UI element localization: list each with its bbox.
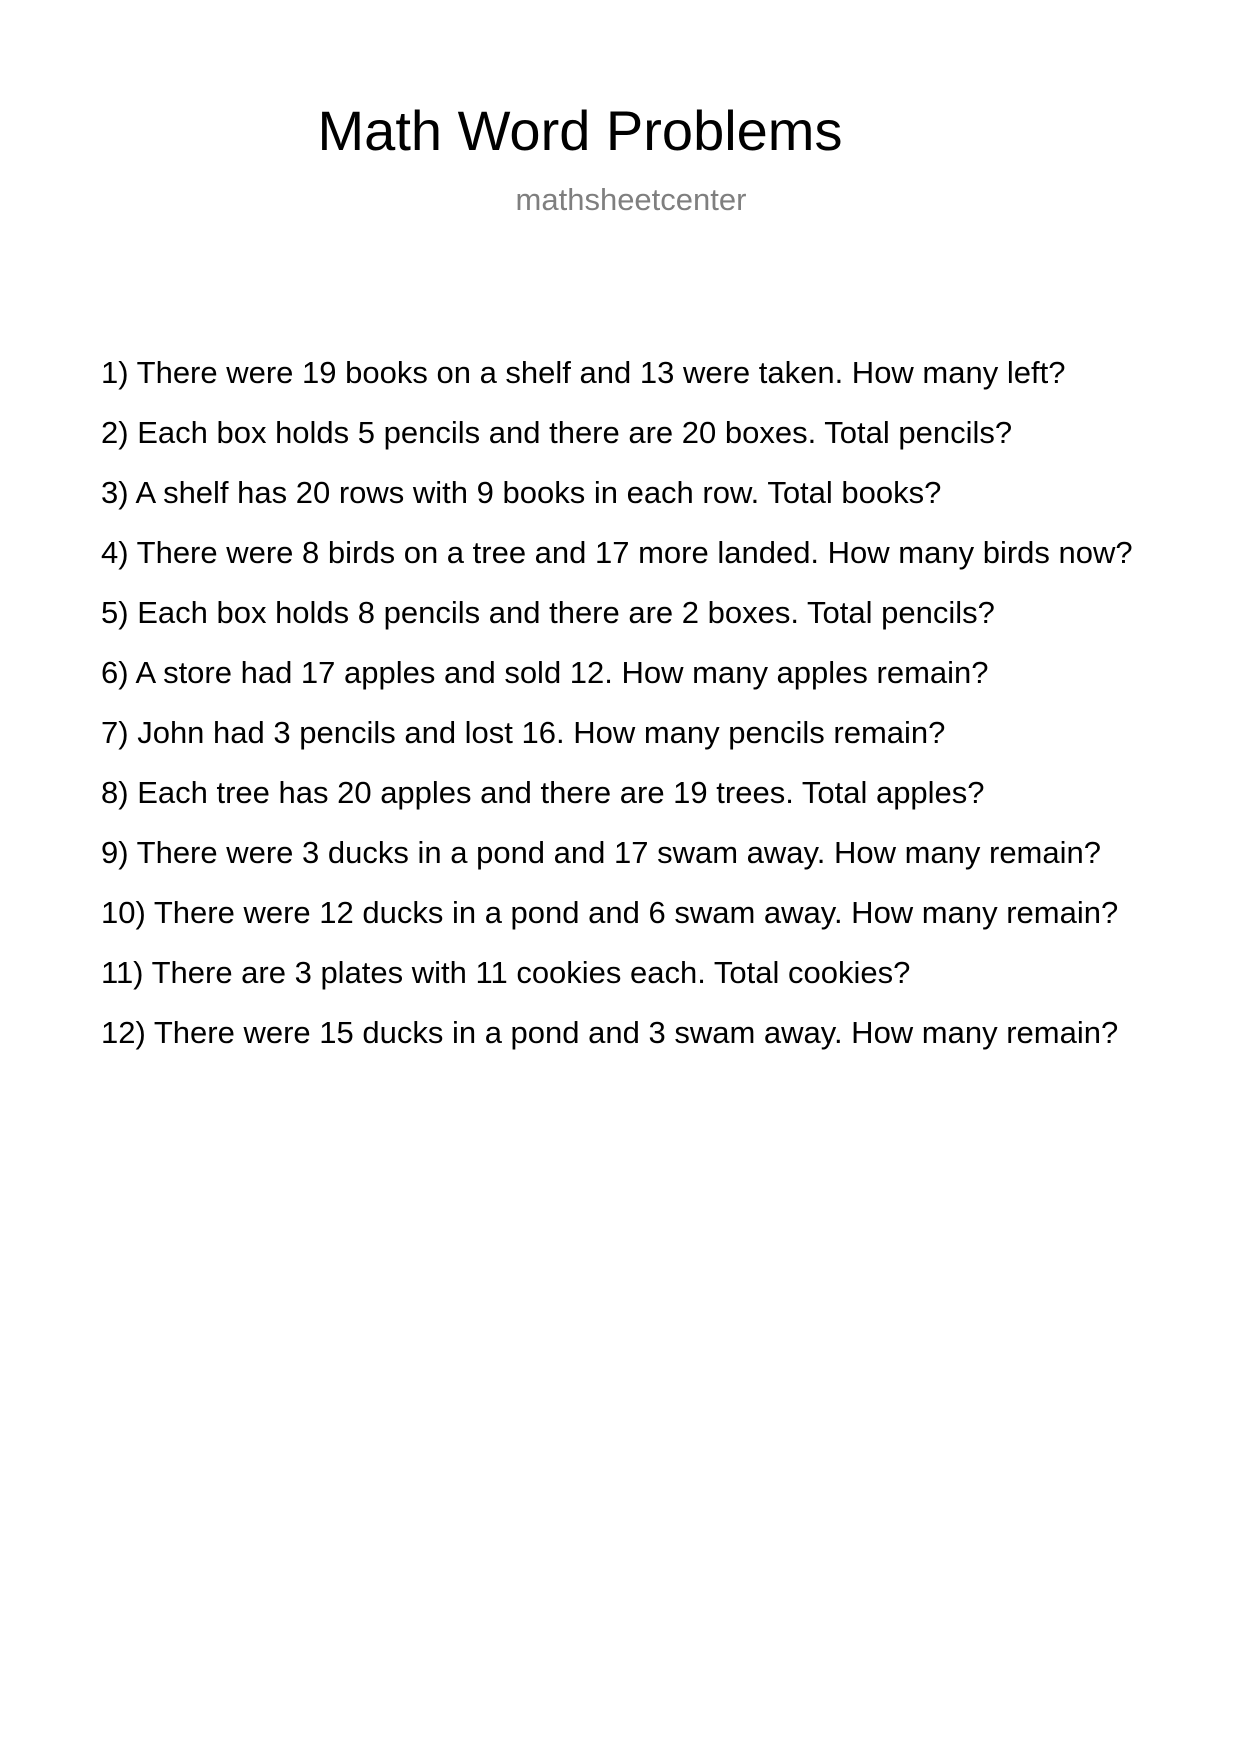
problem-number: 6)	[101, 655, 129, 690]
problem-item	[101, 1012, 1141, 1053]
problem-text: There were 15 ducks in a pond and 3 swam away. How many remain?	[153, 1015, 1119, 1050]
problem-number: 12)	[101, 1015, 146, 1050]
problem-item	[101, 952, 1141, 993]
page-title: Math Word Problems	[317, 99, 843, 162]
problem-text: Each box holds 8 pencils and there are 2 boxes. Total pencils?	[137, 595, 995, 630]
problem-text: Each tree has 20 apples and there are 19 trees. Total apples?	[137, 775, 985, 810]
problem-item	[101, 472, 1141, 513]
problem-text: A store had 17 apples and sold 12. How many apples remain?	[135, 655, 989, 690]
problem-number: 2)	[101, 415, 129, 450]
problem-number: 7)	[101, 715, 129, 750]
problem-number: 1)	[101, 355, 129, 390]
problem-item	[101, 772, 1141, 813]
problem-item	[101, 532, 1141, 573]
problem-item	[101, 352, 1141, 393]
problem-number: 3)	[101, 475, 129, 510]
problem-text: There were 8 birds on a tree and 17 more landed. How many birds now?	[136, 535, 1133, 570]
problem-text: A shelf has 20 rows with 9 books in each row. Total books?	[135, 475, 942, 510]
problem-text: Each box holds 5 pencils and there are 20 boxes. Total pencils?	[137, 415, 1013, 450]
problem-text: There are 3 plates with 11 cookies each. Total cookies?	[151, 955, 911, 990]
problem-text: John had 3 pencils and lost 16. How many pencils remain?	[137, 715, 946, 750]
problem-number: 5)	[101, 595, 129, 630]
problem-item	[101, 712, 1141, 753]
problem-list	[101, 352, 1141, 1072]
problem-number: 4)	[101, 535, 129, 570]
problem-item	[101, 592, 1141, 633]
problem-item	[101, 412, 1141, 453]
problem-item	[101, 832, 1141, 873]
problem-item	[101, 652, 1141, 693]
problem-text: There were 19 books on a shelf and 13 were taken. How many left?	[136, 355, 1066, 390]
problem-item	[101, 892, 1141, 933]
problem-number: 11)	[101, 955, 144, 990]
problem-number: 10)	[101, 895, 146, 930]
problem-number: 9)	[101, 835, 129, 870]
page-subtitle: mathsheetcenter	[515, 182, 747, 217]
problem-text: There were 3 ducks in a pond and 17 swam away. How many remain?	[136, 835, 1101, 870]
problem-text: There were 12 ducks in a pond and 6 swam away. How many remain?	[153, 895, 1119, 930]
problem-number: 8)	[101, 775, 129, 810]
